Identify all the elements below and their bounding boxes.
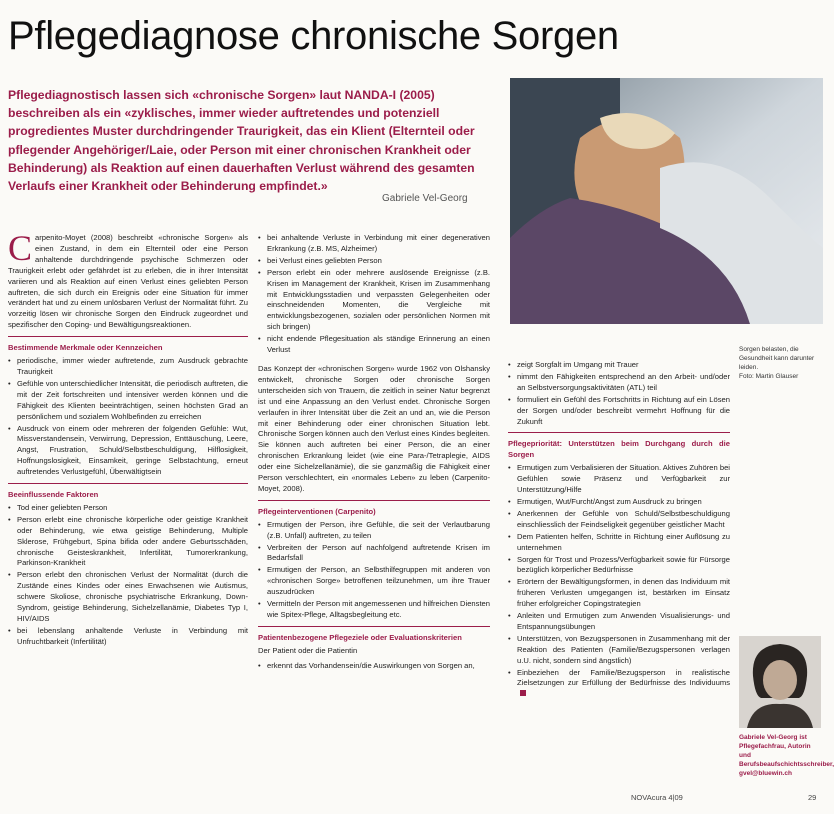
- list-item: • Ausdruck von einem oder mehreren der folgenden Gefühle: Wut, Missverstandensein, Verwirrung, Depression, Enttäuschung, Leere, Angst, Frustration, Schuld/Selbstbeschuldigung, Hilflosigkeit, Hoffnungslosigkeit, Einsamkeit, geringe Selbstachtung, erneut auftretendes Verlustgefühl, Überwältigtsein: [8, 424, 248, 479]
- section-heading: Beeinflussende Faktoren: [8, 490, 99, 500]
- list-item: • Verbreiten der Person auf nachfolgend auftretende Krisen im Bedarfsfall: [258, 543, 490, 565]
- bullet-list: [258, 661, 490, 672]
- bullet-list: [8, 356, 248, 478]
- intro-text: arpenito-Moyet (2008) beschreibt «chronische Sorgen» als einen Zustand, in dem ein Elternteil oder eine Person anhaltende durchdringende psychische Schmerzen oder Traurigkeit erlebt oder gefährdet ist zu erleben, die in ihrer Intensität variieren und als Reaktion auf einen Verlust eines geliebten Person auftreten, die sich durch ein Ereignis oder eine Situation für immer verändert hat und zu einem unlösbaren Verlust der Normalität führt. Zu vorzeitig lösen wir chronische Sorgen den Eindruck zugeordnet und spezifischer den Coping- und Bewältigungsreaktionen.: [8, 233, 248, 330]
- intro-paragraph: [8, 228, 248, 331]
- list-item: • Erörtern der Bewältigungsformen, in denen das Individuum mit früheren Verlusten umgegangen ist, bestärken im Einsatz früher erfolgreicher Copingstrategien: [508, 577, 730, 610]
- main-photo: [510, 78, 823, 324]
- list-item: • Vermitteln der Person mit angemessenen und hilfreichen Diensten wie Spitex-Pflege, Alltagsbegleitung etc.: [258, 599, 490, 621]
- author-caption: Gabriele Vel-Georg ist Pflegefachfrau, Autorin und Berufsbeaufschichtsschreiber, gvel@bluewin.ch: [739, 734, 834, 777]
- list-item: • Anleiten und Ermutigen zum Anwenden Visualisierungs- und Entspannungsübungen: [508, 611, 730, 633]
- list-item: • formuliert ein Gefühl des Fortschritts in Richtung auf ein Lösen der Sorgen und/oder beschreibt vermehrt Hoffnung für die Zukunft: [508, 395, 730, 428]
- list-item: • Ermutigen zum Verbalisieren der Situation. Aktives Zuhören bei Gefühlen sowie Präsenz und Verfügbarkeit zur Unterstützung/Hilfe: [508, 463, 730, 496]
- bullet-list: [258, 520, 490, 621]
- list-item-text: Einbeziehen der Familie/Bezugsperson in realistische Zielsetzungen zur Erfüllung der Bedürfnisse des Individuums: [517, 667, 730, 688]
- bullet-list: [508, 360, 730, 427]
- list-item: • zeigt Sorgfalt im Umgang mit Trauer: [508, 360, 730, 371]
- photo-credit: Foto: Martin Glauser: [739, 373, 799, 380]
- column-2: [258, 233, 490, 793]
- section-divider: [508, 432, 730, 433]
- lead-author: Gabriele Vel-Georg: [382, 193, 468, 204]
- drop-cap: C: [8, 228, 33, 268]
- section-divider: [258, 626, 490, 627]
- list-item: • Dem Patienten helfen, Schritte in Richtung einer Auflösung zu unternehmen: [508, 532, 730, 554]
- list-item: • nimmt den Fähigkeiten entsprechend an den Arbeit- und/oder an Selbstversorgungsaktivitäten (ATL) teil: [508, 372, 730, 394]
- list-item: • nicht endende Pflegesituation als ständige Erinnerung an einen Verlust: [258, 334, 490, 356]
- end-mark-icon: [520, 690, 526, 696]
- section-divider: [8, 483, 248, 484]
- list-item: • bei Verlust eines geliebten Person: [258, 256, 490, 267]
- bullet-list: [508, 463, 730, 700]
- list-item: • Ermutigen, Wut/Furcht/Angst zum Ausdruck zu bringen: [508, 497, 730, 508]
- body-paragraph: Der Patient oder die Patientin: [258, 645, 358, 655]
- section-divider: [258, 500, 490, 501]
- magazine-footer: NOVAcura 4|09: [631, 793, 683, 802]
- list-item: • Ermutigen der Person, an Selbsthilfegruppen mit anderen von «chronischen Sorge» betroffenen teilzunehmen, um ihre Trauer auszudrücken: [258, 565, 490, 598]
- section-divider: [8, 336, 248, 337]
- list-item: • erkennt das Vorhandensein/die Auswirkungen von Sorgen an,: [258, 661, 490, 672]
- list-item: • Person erlebt eine chronische körperliche oder geistige Krankheit oder Behinderung, wie etwa geistige Behinderung, Multiple Sklerose, Frühgeburt, Spina bifida oder andere Geburtsschäden, chronische Geisteskrankheit, Infertilität, Tumorerkrankung, Parkinson-Krankheit: [8, 515, 248, 570]
- list-item: • Person erlebt den chronischen Verlust der Normalität (durch die Zustände eines Kindes oder eines Erwachsenen wie Autismus, schwere Skoliose, chronische psychiatrische Erkrankung, Down-Syndrom, geistige Behinderung, Sichelzellanämie, Diabetes Typ I, HIV/AIDS: [8, 570, 248, 625]
- section-heading: Bestimmende Merkmale oder Kennzeichen: [8, 343, 163, 353]
- lead-paragraph: Pflegediagnostisch lassen sich «chronische Sorgen» laut NANDA-I (2005) beschreiben als ein «zyklisches, immer wieder auftretendes und potenziell progredientes Muster durchdringender Traurigkeit, das ein Klient (Elternteil oder pflegender Angehöriger/Laie, oder Person mit einer chronischen Krankheit oder Behinderung) als Reaktion auf einen dauerhaften Verlust während des gesamten Verlaufs einer Krankheit oder Behinderung empfindet.»: [8, 88, 475, 194]
- author-photo: [739, 636, 821, 728]
- column-3: [508, 360, 730, 780]
- list-item: • Person erlebt ein oder mehrere auslösende Ereignisse (z.B. Krisen im Management der Krankheit, Krisen im Zusammenhang mit Entwicklungsstadien und verpassten Gelegenheiten oder einschneidenden Momenten, die Vergleiche mit entwicklungsbezogenen, sozialen oder persönlichen Normen mit sich bringen): [258, 268, 490, 333]
- list-item: • Sorgen für Trost und Prozess/Verfügbarkeit sowie für Fürsorge bezüglich körperlicher Bedürfnisse: [508, 555, 730, 577]
- list-item: • bei lebenslang anhaltende Verluste in Verbindung mit Unfruchtbarkeit (Infertilität): [8, 626, 248, 648]
- list-item: • Anerkennen der Gefühle von Schuld/Selbstbeschuldigung einschliesslich der Feindseligkeit gegenüber geistlicher Macht: [508, 509, 730, 531]
- bullet-list: [8, 503, 248, 648]
- list-item: • periodische, immer wieder auftretende, zum Ausdruck gebrachte Traurigkeit: [8, 356, 248, 378]
- page-number: 29: [808, 793, 817, 802]
- section-heading: Pflegeinterventionen (Carpenito): [258, 506, 376, 516]
- article-title: Pflegediagnose chronische Sorgen: [8, 14, 619, 58]
- list-item: • bei anhaltende Verluste in Verbindung mit einer degenerativen Erkrankung (z.B. MS, Alzheimer): [258, 233, 490, 255]
- section-heading: Patientenbezogene Pflegeziele oder Evaluationskriterien: [258, 632, 462, 642]
- bullet-list: [258, 233, 490, 356]
- list-item: • Unterstützen, von Bezugspersonen in Zusammenhang mit der Reaktion des Patienten (Familie/Bezugspersonen verlagen u.U. nicht, sondern sind ängstlich): [508, 634, 730, 667]
- list-item: • Gefühle von unterschiedlicher Intensität, die periodisch auftreten, die mit der Zeit fortschreiten und intensiver werden können und die Fähigkeit des Klienten beeinträchtigen, seinen höchsten Grad an persönlichem und sozialem Wohlbefinden zu erreichen: [8, 379, 248, 423]
- photo-caption-text: Sorgen belasten, die Gesundheit kann darunter leiden.: [739, 346, 815, 371]
- section-heading: Pflegepriorität: Unterstützen beim Durchgang durch die Sorgen: [508, 439, 730, 460]
- list-item: • Tod einer geliebten Person: [8, 503, 248, 514]
- column-1: [8, 228, 248, 793]
- list-item: [508, 668, 730, 701]
- body-paragraph: Das Konzept der «chronischen Sorgen» wurde 1962 von Olshansky entwickelt, chronische Sorgen oder chronische Sorgen unterscheiden sich von Trauern, die zeitlich in seiner Natur begrenzt ist und eine Anpassung an den Verlust endet. Chronische Sorgen verlaufen in ihrer Intensität über die Zeit an und an, wie die Person mit einer Behinderung oder einer chronischen Situation lebt. Chronische Sorgen können auch den Verlust eines Kindes begleiten. Sie können auch auftreten bei einer Person, die an einer chronischen Erkrankung leidet (wie eine Para-/Tetraplegie, AIDS oder eine Sichelzellanämie), die sie ganzmäßig die Fähigkeit einer Person verschlechtert, ein «normales Leben» zu leben (Carpenito-Moyet, 2008).: [258, 363, 490, 493]
- photo-caption: [739, 345, 821, 381]
- list-item: • Ermutigen der Person, ihre Gefühle, die seit der Verlautbarung (z.B. Unfall) auftreten, zu teilen: [258, 520, 490, 542]
